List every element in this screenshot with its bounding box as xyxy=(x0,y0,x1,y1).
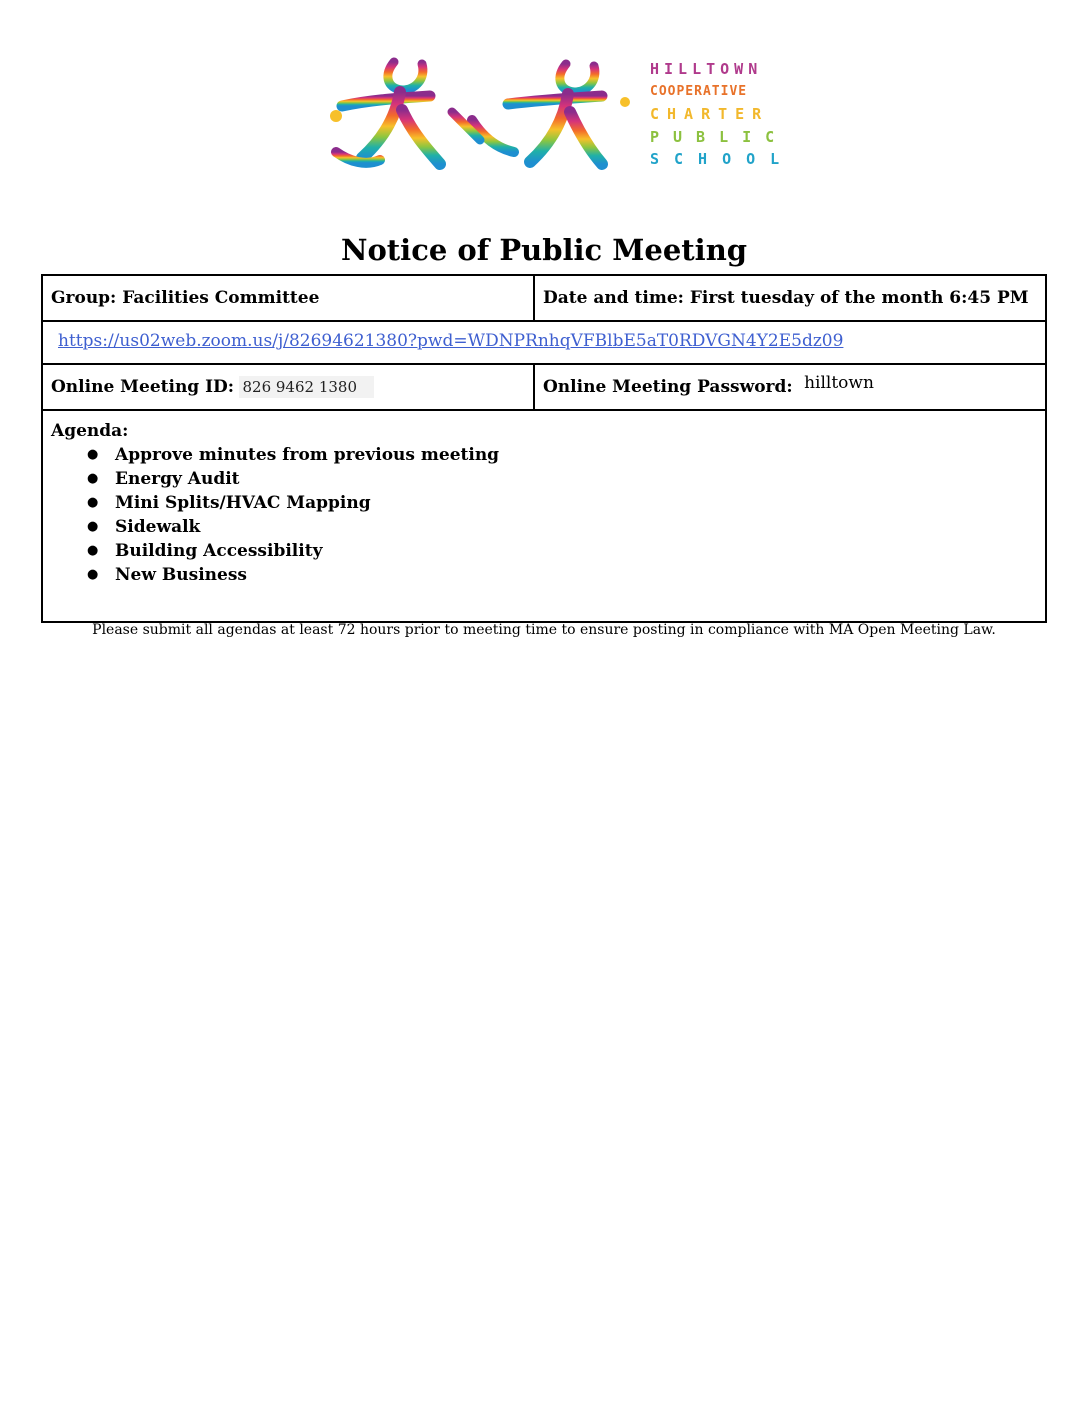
agenda-item xyxy=(51,443,1037,467)
bullet-icon: ● xyxy=(87,519,99,534)
logo-word-public: PUBLIC xyxy=(650,127,789,146)
meeting-id-cell xyxy=(42,364,534,410)
agenda-item xyxy=(51,467,1037,491)
agenda-item-text: New Business xyxy=(115,565,247,585)
meeting-password-cell xyxy=(534,364,1046,410)
agenda-item xyxy=(51,515,1037,539)
bullet-icon: ● xyxy=(87,471,99,486)
meeting-password-label: Online Meeting Password: xyxy=(543,377,793,397)
agenda-item-text: Energy Audit xyxy=(115,469,240,489)
school-logo xyxy=(322,52,795,182)
agenda-list xyxy=(51,443,1037,587)
agenda-cell xyxy=(42,410,1046,622)
datetime-cell xyxy=(534,275,1046,321)
logo-word-charter: CHARTER xyxy=(650,105,770,123)
agenda-heading: Agenda: xyxy=(51,421,129,441)
logo-word-school: SCHOOL xyxy=(650,150,795,168)
page-title: Notice of Public Meeting xyxy=(340,233,748,267)
logo-word-hilltown: HILLTOWN xyxy=(650,60,763,78)
group-cell xyxy=(42,275,534,321)
meeting-link-cell xyxy=(42,321,1046,364)
agenda-item xyxy=(51,539,1037,563)
group-label: Group: xyxy=(51,288,117,308)
bullet-icon: ● xyxy=(87,495,99,510)
agenda-item-text: Mini Splits/HVAC Mapping xyxy=(115,493,371,513)
logo-wordmark xyxy=(650,58,795,171)
datetime-value: First tuesday of the month 6:45 PM xyxy=(689,288,1029,308)
group-value: Facilities Committee xyxy=(122,288,320,308)
meeting-password-value: hilltown xyxy=(804,373,874,393)
meeting-id-value: 826 9462 1380 xyxy=(239,376,374,398)
bullet-icon: ● xyxy=(87,447,99,462)
logo-word-cooperative: COOPERATIVE xyxy=(650,83,748,99)
datetime-label: Date and time: xyxy=(543,288,684,308)
meeting-credentials-row xyxy=(42,364,1046,410)
group-datetime-row xyxy=(42,275,1046,321)
bullet-icon: ● xyxy=(87,543,99,558)
zoom-meeting-link[interactable]: https://us02web.zoom.us/j/82694621380?pwd=WDNPRnhqVFBlbE5aT0RDVGN4Y2E5dz09 xyxy=(58,331,844,351)
logo-figures-graphic xyxy=(322,52,632,182)
meeting-id-label: Online Meeting ID: xyxy=(51,377,235,397)
agenda-item xyxy=(51,491,1037,515)
agenda-item-text: Sidewalk xyxy=(115,517,201,537)
bullet-icon: ● xyxy=(87,567,99,582)
meeting-notice-table xyxy=(41,274,1047,623)
submission-note: Please submit all agendas at least 72 hours prior to meeting time to ensure posting in compliance with MA Open Meeting Law. xyxy=(92,622,996,638)
agenda-item-text: Approve minutes from previous meeting xyxy=(115,445,500,465)
agenda-item xyxy=(51,563,1037,587)
agenda-row xyxy=(42,410,1046,622)
meeting-link-row xyxy=(42,321,1046,364)
agenda-item-text: Building Accessibility xyxy=(115,541,323,561)
